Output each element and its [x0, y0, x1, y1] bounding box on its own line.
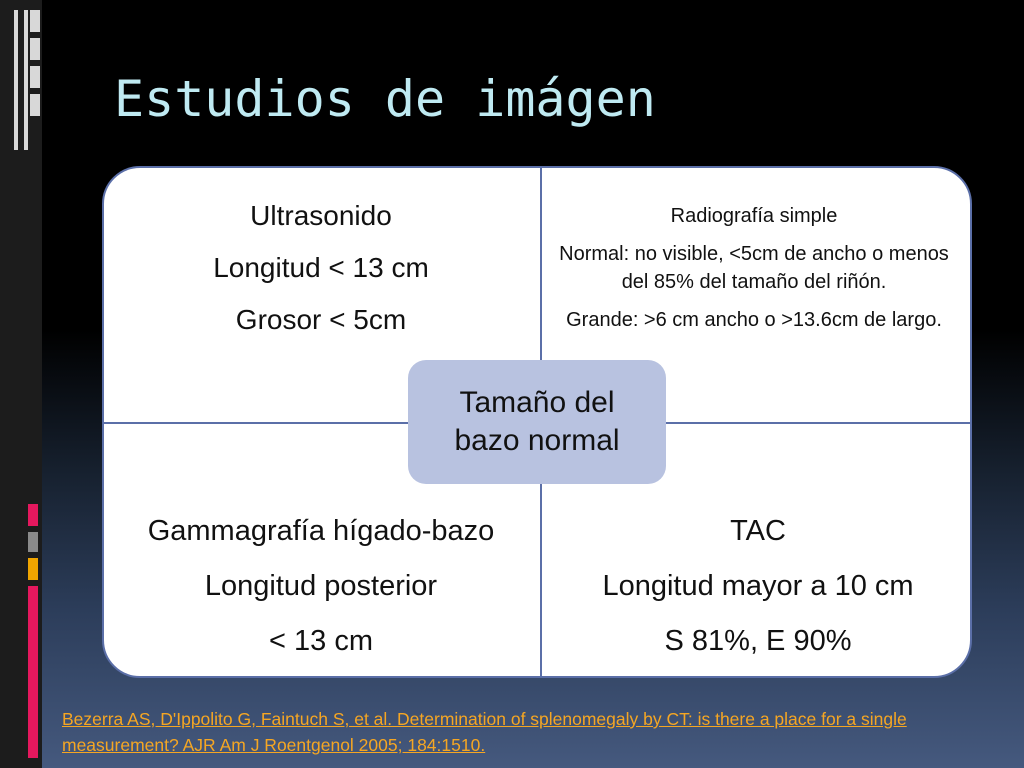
ultrasound-heading: Ultrasonido [250, 200, 392, 231]
ultrasound-quadrant [104, 190, 538, 346]
slide-title: Estudios de imágen [114, 70, 656, 128]
color-stripes-decoration [0, 490, 42, 768]
center-topic-box [408, 360, 666, 484]
ct-length: Longitud mayor a 10 cm [602, 570, 914, 602]
ultrasound-length: Longitud < 13 cm [213, 252, 429, 283]
ultrasound-thickness: Grosor < 5cm [235, 304, 407, 335]
scintigraphy-value: < 13 cm [269, 625, 373, 657]
radiography-large: Grande: >6 cm ancho o >13.6cm de largo. [566, 309, 942, 331]
radiography-normal: Normal: no visible, <5cm de ancho o menos del 85% del tamaño del riñón. [559, 243, 949, 293]
center-topic-line2: bazo normal [454, 424, 620, 457]
scintigraphy-heading: Gammagrafía hígado-bazo [147, 515, 495, 547]
radiography-heading: Radiografía simple [670, 205, 838, 227]
radiography-quadrant [544, 202, 964, 344]
center-topic-line1: Tamaño del [459, 386, 615, 419]
ct-sensitivity-specificity: S 81%, E 90% [664, 625, 852, 657]
slide-decoration-icon [0, 0, 42, 160]
ct-heading: TAC [730, 515, 786, 547]
ct-quadrant [544, 504, 972, 669]
citation-link[interactable]: Bezerra AS, D'Ippolito G, Faintuch S, et al. Determination of splenomegaly by CT: is there a place for a single measurement? AJR Am J Roentgenol 2005; 184:1510. [62, 709, 907, 755]
scintigraphy-quadrant [104, 504, 538, 669]
scintigraphy-length: Longitud posterior [204, 570, 438, 602]
left-accent-bar [0, 0, 42, 768]
